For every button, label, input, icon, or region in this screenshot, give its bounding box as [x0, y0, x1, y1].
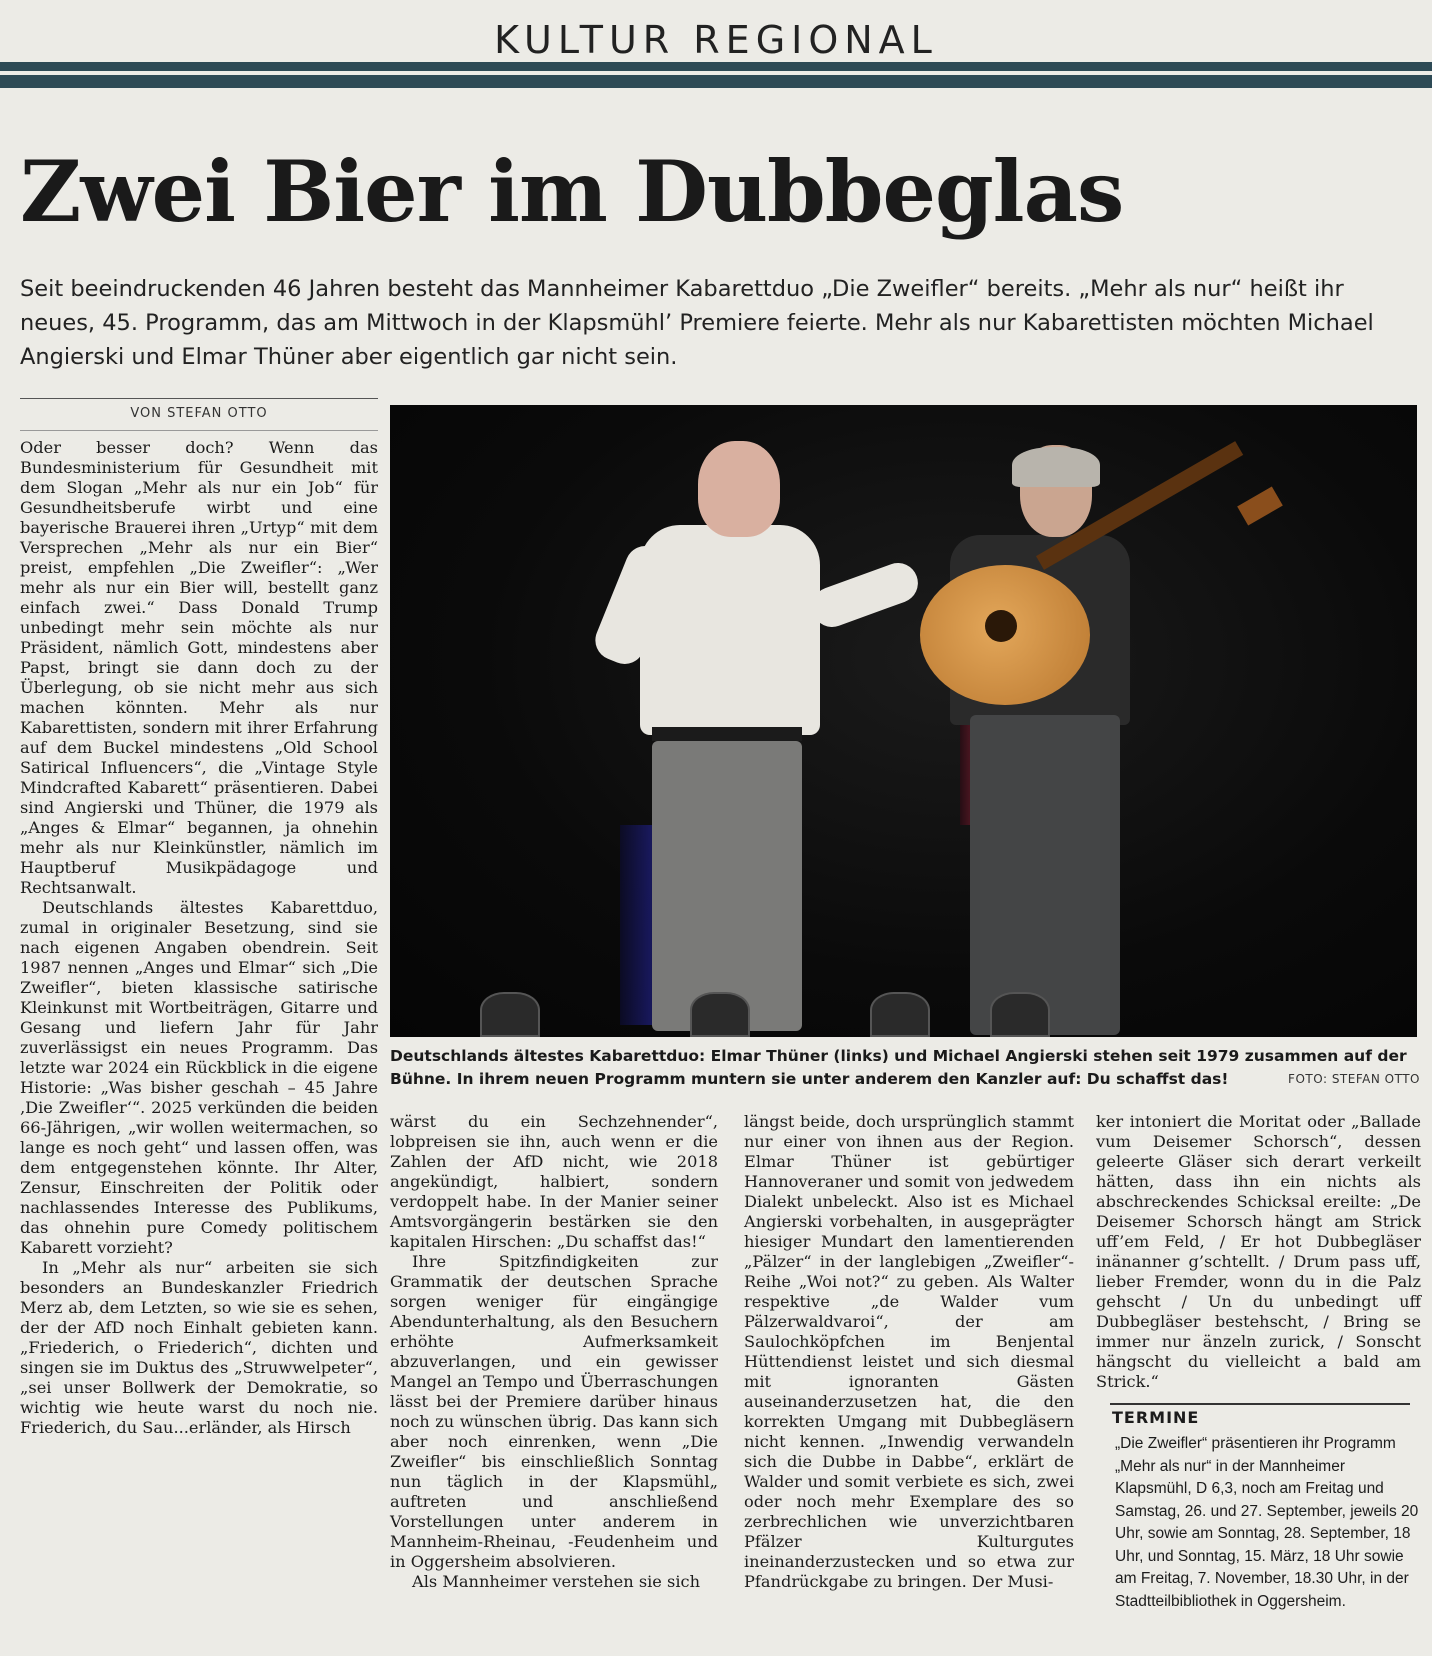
- termine-text: „Die Zweifler“ präsentieren ihr Programm „Mehr als nur“ in der Mannheimer Klapsmühl, D 6,3, noch am Freitag und Samstag, 26. und 27. September, jeweils 20 Uhr, sowie am Sonntag, 28. September, 18 Uhr, und Sonntag, 15. März, 18 Uhr sowie am Freitag, 7. November, 18.30 Uhr, in der Stadtteilbibliothek in Oggersheim.: [1115, 1435, 1419, 1610]
- stage-light: [990, 992, 1050, 1037]
- article-column-3: [744, 1112, 1074, 1592]
- stage-photo: [390, 405, 1417, 1037]
- guitar-headstock: [1237, 486, 1283, 525]
- stage-light: [480, 992, 540, 1037]
- stage-light: [870, 992, 930, 1037]
- performer-left-pants: [652, 741, 802, 1031]
- performer-left-shirt: [640, 525, 820, 735]
- paragraph: Oder besser doch? Wenn das Bundesministerium für Gesundheit mit dem Slogan „Mehr als nur ein Job“ für Gesundheitsberufe wirbt und eine bayerische Brauerei ihren „Urtyp“ mit dem Versprechen „Mehr als nur ein Bier“ preist, empfehlen „Die Zweifler“: „Wer mehr als nur ein Bier will, bestellt ganz einfach zwei.“ Dass Donald Trump unbedingt mehr sein möchte als nur Präsident, nämlich Gott, mindestens aber Papst, bringt sie dann doch zu der Überlegung, ob sie nicht mehr aus sich machen könnten. Mehr als nur Kabarettisten, sondern mit ihrer Erfahrung auf dem Buckel mindestens „Old School Satirical Influencers“, die „Vintage Style Mindcrafted Kabarett“ präsentieren. Dabei sind Angierski und Thüner, die 1979 als „Anges & Elmar“ begannen, ja ohnehin mehr als nur Kleinkünstler, nämlich im Hauptberuf Musikpädagoge und Rechtsanwalt.: [20, 438, 378, 897]
- byline-rule-bottom: [20, 430, 378, 431]
- lede: Seit beeindruckenden 46 Jahren besteht das Mannheimer Kabarettduo „Die Zweifler“ bereits. „Mehr als nur“ heißt ihr neues, 45. Programm, das am Mittwoch in der Klapsmühl’ Premiere feierte. Mehr als nur Kabarettisten möchten Michael Angierski und Elmar Thüner aber eigentlich gar nicht sein.: [20, 276, 1374, 370]
- section-rule-bar: [0, 62, 1432, 88]
- termine-rule: [1110, 1403, 1410, 1405]
- paragraph: In „Mehr als nur“ arbeiten sie sich besonders an Bundeskanzler Friedrich Merz ab, dem Letzten, so wie sie es sehen, der der AfD noch Einhalt gebieten kann. „Friederich, o Friederich“, dichten und singen sie im Duktus des „Struwwelpeter“, „sei unser Bollwerk der Demokratie, so wichtig wie heute warst du noch nie. Friederich, du Sau...erländer, als Hirsch: [20, 1258, 378, 1437]
- paragraph: längst beide, doch ursprünglich stammt nur einer von ihnen aus der Region. Elmar Thüner ist gebürtiger Hannoveraner und somit von jedwedem Dialekt unbeleckt. Also ist es Michael Angierski vorbehalten, in ausgeprägter hiesiger Mundart den lamentierenden „Pälzer“ in der langlebigen „Zweifler“-Reihe „Woi not?“ zu geben. Als Walter respektive „de Walder vum Pälzerwaldvaroi“, der am Saulochköpfchen im Benjental Hüttendienst leistet und sich diesmal mit ignoranten Gästen auseinanderzusetzen hat, die den korrekten Umgang mit Dubbegläsern nicht kennen. „Inwendig verwandeln sich die Dubbe in Dabbe“, erklärt de Walder und somit verbiete es sich, zwei oder noch mehr Exemplare des so zerbrechlichen wie unverzichtbaren Pfälzer Kulturgutes ineinanderzustecken und so etwa zur Pfandrückgabe zu bringen. Der Musi-: [744, 1112, 1074, 1591]
- article-column-4: [1096, 1112, 1421, 1392]
- paragraph: Deutschlands ältestes Kabarettduo, zumal in originaler Besetzung, sind sie nach eigenen Angaben obendrein. Seit 1987 nennen „Anges und Elmar“ sich „Die Zweifler“, bieten klassische satirische Kleinkunst mit Wortbeiträgen, Gitarre und Gesang und liefern Jahr für Jahr zuverlässigst ein neues Programm. Das letzte war 2024 ein Rückblick in die eigene Historie: „Was bisher geschah – 45 Jahre ‚Die Zweifler‘“. 2025 verkünden die beiden 66-Jährigen, „wir wollen weitermachen, so lange es noch geht“ und lassen offen, was dem entgegenstehen könnte. Ihr Alter, Zensur, Einschreiten der Politik oder nachlassendes Interesse des Publikums, das ohnehin pure Comedy politischem Kabarett vorzieht?: [20, 898, 378, 1257]
- performer-right-pants: [970, 715, 1120, 1035]
- article-column-1: [20, 438, 378, 1438]
- performer-left-belt: [652, 727, 802, 741]
- performer-left-head: [698, 441, 780, 537]
- termine-title: TERMINE: [1112, 1408, 1200, 1427]
- paragraph: ker intoniert die Moritat oder „Ballade vum Deisemer Schorsch“, dessen geleerte Gläser sich derart verkeilt hätten, dass ihn ein nichts als abschreckendes Schicksal ereilte: „De Deisemer Schorsch hängt am Strick uff’em Feld, / Er hot Dubbegläser inänanner g’schtellt. / Drum pass uff, lieber Fremder, wonn du in die Palz gehscht / Un du unbedingt uff Dubbegläser bestehscht, / Bring se immer nur änzeln zurick, / Sonscht hängscht du vielleicht a bald am Strick.“: [1096, 1112, 1421, 1391]
- section-title: KULTUR REGIONAL: [494, 18, 938, 62]
- headline: Zwei Bier im Dubbeglas: [20, 142, 1124, 241]
- guitar-soundhole: [985, 610, 1017, 642]
- photo-caption: Deutschlands ältestes Kabarettduo: Elmar Thüner (links) und Michael Angierski stehen seit 1979 zusammen auf der Bühne. In ihrem neuen Programm muntern sie unter anderem den Kanzler auf: Du schaffst das!: [390, 1047, 1407, 1088]
- article-column-2: [390, 1112, 718, 1592]
- byline-rule-top: [20, 398, 378, 399]
- paragraph: Als Mannheimer verstehen sie sich: [412, 1572, 701, 1591]
- stage-light: [690, 992, 750, 1037]
- paragraph: wärst du ein Sechzehnender“, lobpreisen sie ihn, auch wenn er die Zahlen der AfD nicht, wie 2018 angekündigt, halbiert, sondern verdoppelt habe. In der Manier seiner Amtsvorgängerin bestärken sie den kapitalen Hirschen: „Du schaffst das!“: [390, 1112, 718, 1251]
- paragraph: Ihre Spitzfindigkeiten zur Grammatik der deutschen Sprache sorgen weniger für eingängige Abendunterhaltung, als den Besuchern erhöhte Aufmerksamkeit abzuverlangen, und ein gewisser Mangel an Tempo und Überraschungen lässt bei der Premiere darüber hinaus noch zu wünschen übrig. Das kann sich aber noch einrenken, wenn „Die Zweifler“ bis einschließlich Sonntag nun täglich in der Klapsmühl„ auftreten und anschließend Vorstellungen unter anderem in Mannheim-Rheinau, -Feudenheim und in Oggersheim absolvieren.: [390, 1252, 718, 1571]
- photo-credit: FOTO: STEFAN OTTO: [1288, 1072, 1420, 1086]
- byline: VON STEFAN OTTO: [130, 406, 268, 421]
- performer-right-hair: [1012, 447, 1100, 487]
- performer-left-arm: [806, 557, 923, 632]
